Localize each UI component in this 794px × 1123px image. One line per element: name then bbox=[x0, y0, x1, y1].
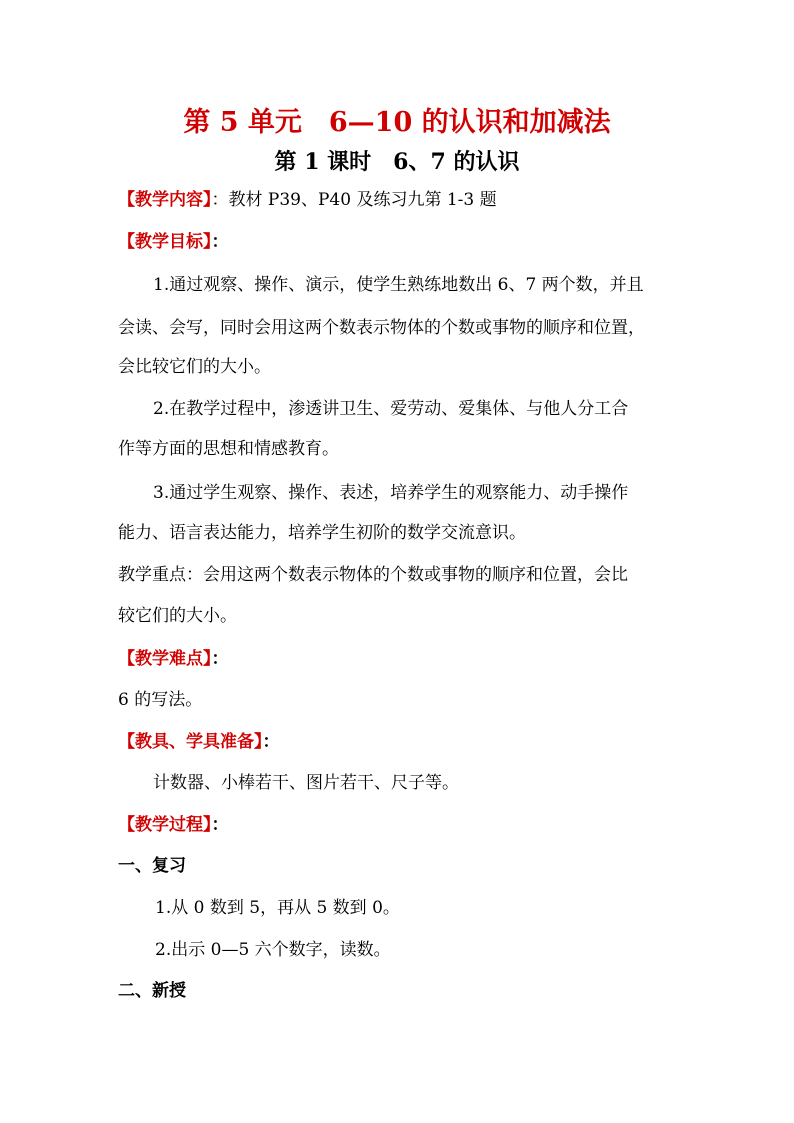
difficulty-label: 【教学难点】 bbox=[118, 649, 212, 669]
review-item-2: 2.出示 0—5 六个数字，读数。 bbox=[155, 940, 391, 960]
process-label: 【教学过程】 bbox=[118, 815, 212, 835]
goal-2-line-1: 2.在教学过程中，渗透讲卫生、爱劳动、爱集体、与他人分工合 bbox=[153, 399, 629, 419]
goal-1-line-3: 会比较它们的大小。 bbox=[118, 357, 271, 377]
content-label: 【教学内容】 bbox=[118, 190, 212, 210]
unit-title: 第 5 单元 6—10 的认识和加减法 bbox=[183, 107, 611, 138]
process-heading: 【教学过程】： bbox=[118, 815, 229, 835]
goal-1-line-1: 1.通过观察、操作、演示，使学生熟练地数出 6、7 两个数，并且 bbox=[153, 275, 644, 295]
lesson-title: 第 1 课时 6、7 的认识 bbox=[274, 149, 520, 175]
content-line bbox=[118, 188, 678, 212]
goal-2-line-2: 作等方面的思想和情感教育。 bbox=[118, 439, 339, 459]
goal-3-line-2: 能力、语言表达能力，培养学生初阶的数学交流意识。 bbox=[118, 523, 526, 543]
review-item-1: 1.从 0 数到 5，再从 5 数到 0。 bbox=[155, 898, 400, 918]
keypoint-line-2: 较它们的大小。 bbox=[118, 606, 237, 626]
keypoint-line-1: 教学重点：会用这两个数表示物体的个数或事物的顺序和位置，会比 bbox=[118, 565, 628, 585]
difficulty-heading: 【教学难点】： bbox=[118, 649, 229, 669]
goal-3-line-1: 3.通过学生观察、操作、表述，培养学生的观察能力、动手操作 bbox=[153, 483, 629, 503]
difficulty-text: 6 的写法。 bbox=[118, 690, 203, 710]
section-review-heading: 一、复习 bbox=[118, 856, 186, 876]
goals-heading: 【教学目标】： bbox=[118, 232, 229, 252]
goals-label: 【教学目标】 bbox=[118, 232, 212, 252]
content-text: ：教材 P39、P40 及练习九第 1-3 题 bbox=[211, 190, 497, 210]
materials-label: 【教具、学具准备】 bbox=[118, 732, 263, 752]
section-new-heading: 二、新授 bbox=[118, 981, 186, 1001]
goal-1-line-2: 会读、会写，同时会用这两个数表示物体的个数或事物的顺序和位置， bbox=[118, 318, 645, 338]
materials-text: 计数器、小棒若干、图片若干、尺子等。 bbox=[153, 773, 459, 793]
materials-heading: 【教具、学具准备】： bbox=[118, 732, 280, 752]
